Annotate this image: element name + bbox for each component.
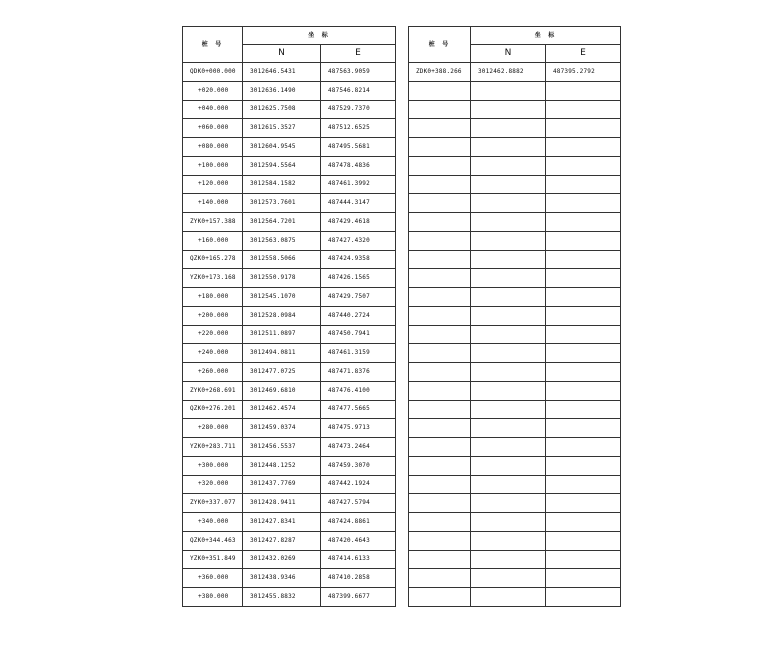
e-coordinate-cell [546, 325, 621, 344]
e-coordinate-cell [546, 156, 621, 175]
station-cell: QZK0+165.278 [183, 250, 243, 269]
n-coordinate-cell: 3012563.0875 [243, 231, 321, 250]
e-coordinate-cell: 487459.3070 [321, 456, 396, 475]
station-cell: +120.000 [183, 175, 243, 194]
table-row [409, 363, 621, 382]
station-cell [409, 231, 471, 250]
e-coordinate-cell: 487427.5794 [321, 494, 396, 513]
n-coordinate-cell: 3012545.1070 [243, 288, 321, 307]
e-coordinate-cell: 487410.2858 [321, 569, 396, 588]
station-cell: QDK0+000.000 [183, 63, 243, 82]
e-coordinate-cell: 487512.6525 [321, 119, 396, 138]
e-coordinate-cell: 487440.2724 [321, 306, 396, 325]
coordinate-table-left-body [183, 63, 396, 607]
table-row [183, 475, 396, 494]
n-coordinate-cell [471, 588, 546, 607]
n-coordinate-cell [471, 119, 546, 138]
e-coordinate-cell [546, 550, 621, 569]
n-coordinate-cell [471, 156, 546, 175]
station-cell: +220.000 [183, 325, 243, 344]
table-row [409, 381, 621, 400]
table-row [183, 531, 396, 550]
e-column-header: E [546, 45, 621, 63]
station-cell [409, 156, 471, 175]
table-row [183, 400, 396, 419]
n-coordinate-cell [471, 363, 546, 382]
station-cell [409, 288, 471, 307]
coordinate-table-left [182, 26, 396, 607]
table-row [409, 494, 621, 513]
station-cell [409, 344, 471, 363]
n-coordinate-cell [471, 344, 546, 363]
n-coordinate-cell [471, 288, 546, 307]
station-cell [409, 306, 471, 325]
n-coordinate-cell: 3012432.0269 [243, 550, 321, 569]
table-row [183, 419, 396, 438]
n-coordinate-cell: 3012456.5537 [243, 438, 321, 457]
n-coordinate-cell [471, 194, 546, 213]
e-coordinate-cell: 487461.3159 [321, 344, 396, 363]
n-coordinate-cell [471, 81, 546, 100]
e-coordinate-cell [546, 531, 621, 550]
station-cell: QZK0+276.201 [183, 400, 243, 419]
e-coordinate-cell [546, 513, 621, 532]
station-cell [409, 363, 471, 382]
station-cell: +260.000 [183, 363, 243, 382]
n-coordinate-cell: 3012646.5431 [243, 63, 321, 82]
e-coordinate-cell: 487424.9358 [321, 250, 396, 269]
coordinate-header: 坐 标 [471, 27, 621, 45]
station-cell [409, 531, 471, 550]
station-cell: YZK0+173.168 [183, 269, 243, 288]
n-coordinate-cell: 3012459.0374 [243, 419, 321, 438]
table-row [183, 156, 396, 175]
n-coordinate-cell [471, 475, 546, 494]
station-cell: +160.000 [183, 231, 243, 250]
station-cell: QZK0+344.463 [183, 531, 243, 550]
e-coordinate-cell: 487471.8376 [321, 363, 396, 382]
table-row [183, 213, 396, 232]
e-coordinate-cell: 487427.4320 [321, 231, 396, 250]
table-row [409, 81, 621, 100]
e-coordinate-cell [546, 231, 621, 250]
table-row [183, 381, 396, 400]
station-cell: +020.000 [183, 81, 243, 100]
table-row [409, 438, 621, 457]
n-coordinate-cell: 3012636.1490 [243, 81, 321, 100]
n-coordinate-cell [471, 419, 546, 438]
n-coordinate-cell: 3012494.0811 [243, 344, 321, 363]
e-coordinate-cell: 487429.4618 [321, 213, 396, 232]
e-coordinate-cell [546, 400, 621, 419]
table-row [409, 250, 621, 269]
station-cell: +040.000 [183, 100, 243, 119]
station-cell: +240.000 [183, 344, 243, 363]
table-row [183, 119, 396, 138]
n-coordinate-cell: 3012528.0984 [243, 306, 321, 325]
n-coordinate-cell: 3012550.9178 [243, 269, 321, 288]
e-coordinate-cell [546, 419, 621, 438]
station-cell: +200.000 [183, 306, 243, 325]
e-coordinate-cell: 487450.7941 [321, 325, 396, 344]
e-coordinate-cell [546, 269, 621, 288]
n-coordinate-cell [471, 550, 546, 569]
station-cell [409, 550, 471, 569]
table-row [409, 213, 621, 232]
table-row [183, 513, 396, 532]
coordinate-header: 坐 标 [243, 27, 396, 45]
n-coordinate-cell [471, 438, 546, 457]
table-row [183, 363, 396, 382]
e-coordinate-cell [546, 344, 621, 363]
table-row [183, 325, 396, 344]
e-coordinate-cell [546, 588, 621, 607]
station-cell [409, 569, 471, 588]
table-row [409, 456, 621, 475]
n-coordinate-cell: 3012615.3527 [243, 119, 321, 138]
table-row [183, 456, 396, 475]
station-cell: +300.000 [183, 456, 243, 475]
coordinate-table-right-body [409, 63, 621, 607]
n-coordinate-cell [471, 231, 546, 250]
table-row [183, 288, 396, 307]
table-row [183, 494, 396, 513]
station-cell [409, 81, 471, 100]
n-coordinate-cell [471, 213, 546, 232]
e-coordinate-cell: 487473.2464 [321, 438, 396, 457]
n-coordinate-cell: 3012511.0897 [243, 325, 321, 344]
station-cell [409, 400, 471, 419]
table-row [183, 63, 396, 82]
table-row [409, 325, 621, 344]
table-row [409, 175, 621, 194]
table-row [183, 250, 396, 269]
table-row [409, 63, 621, 82]
table-row [409, 400, 621, 419]
n-coordinate-cell: 3012477.0725 [243, 363, 321, 382]
station-cell [409, 138, 471, 157]
table-row [409, 588, 621, 607]
n-column-header: N [243, 45, 321, 63]
n-coordinate-cell: 3012584.1582 [243, 175, 321, 194]
e-coordinate-cell: 487461.3992 [321, 175, 396, 194]
table-row [183, 81, 396, 100]
e-coordinate-cell [546, 381, 621, 400]
station-header: 桩 号 [183, 27, 243, 63]
table-row [409, 231, 621, 250]
e-coordinate-cell: 487395.2792 [546, 63, 621, 82]
n-coordinate-cell: 3012564.7201 [243, 213, 321, 232]
station-cell: YZK0+283.711 [183, 438, 243, 457]
n-coordinate-cell: 3012427.8341 [243, 513, 321, 532]
station-cell [409, 325, 471, 344]
station-cell [409, 250, 471, 269]
table-row [409, 100, 621, 119]
station-cell: +180.000 [183, 288, 243, 307]
table-row [183, 269, 396, 288]
e-coordinate-cell [546, 213, 621, 232]
table-row [183, 569, 396, 588]
table-row [409, 269, 621, 288]
station-cell: +360.000 [183, 569, 243, 588]
station-cell: +060.000 [183, 119, 243, 138]
e-coordinate-cell: 487399.6677 [321, 588, 396, 607]
n-coordinate-cell [471, 138, 546, 157]
n-coordinate-cell [471, 494, 546, 513]
n-coordinate-cell [471, 175, 546, 194]
station-cell [409, 513, 471, 532]
table-row [409, 138, 621, 157]
table-row [409, 419, 621, 438]
n-coordinate-cell: 3012594.5564 [243, 156, 321, 175]
table-row [183, 138, 396, 157]
e-column-header: E [321, 45, 396, 63]
table-row [183, 550, 396, 569]
e-coordinate-cell [546, 81, 621, 100]
n-coordinate-cell: 3012428.9411 [243, 494, 321, 513]
station-cell: ZDK0+388.266 [409, 63, 471, 82]
station-cell [409, 419, 471, 438]
n-coordinate-cell [471, 531, 546, 550]
e-coordinate-cell: 487478.4836 [321, 156, 396, 175]
table-row [183, 306, 396, 325]
n-coordinate-cell [471, 569, 546, 588]
e-coordinate-cell: 487426.1565 [321, 269, 396, 288]
station-cell [409, 475, 471, 494]
e-coordinate-cell [546, 119, 621, 138]
station-cell [409, 175, 471, 194]
n-coordinate-cell [471, 325, 546, 344]
table-row [409, 531, 621, 550]
e-coordinate-cell: 487420.4643 [321, 531, 396, 550]
e-coordinate-cell [546, 363, 621, 382]
station-cell [409, 438, 471, 457]
table-row [183, 588, 396, 607]
e-coordinate-cell [546, 288, 621, 307]
n-coordinate-cell [471, 306, 546, 325]
n-column-header: N [471, 45, 546, 63]
n-coordinate-cell: 3012573.7601 [243, 194, 321, 213]
station-cell [409, 381, 471, 400]
n-coordinate-cell: 3012427.8287 [243, 531, 321, 550]
e-coordinate-cell: 487476.4100 [321, 381, 396, 400]
station-cell [409, 119, 471, 138]
table-row [183, 231, 396, 250]
station-cell [409, 194, 471, 213]
e-coordinate-cell [546, 494, 621, 513]
e-coordinate-cell [546, 306, 621, 325]
station-cell [409, 213, 471, 232]
n-coordinate-cell [471, 269, 546, 288]
n-coordinate-cell: 3012625.7508 [243, 100, 321, 119]
n-coordinate-cell: 3012455.8832 [243, 588, 321, 607]
n-coordinate-cell [471, 250, 546, 269]
table-row [409, 119, 621, 138]
table-row [409, 306, 621, 325]
e-coordinate-cell: 487495.5681 [321, 138, 396, 157]
station-cell: +140.000 [183, 194, 243, 213]
e-coordinate-cell: 487442.1924 [321, 475, 396, 494]
e-coordinate-cell: 487429.7507 [321, 288, 396, 307]
e-coordinate-cell [546, 138, 621, 157]
n-coordinate-cell [471, 400, 546, 419]
station-cell: +100.000 [183, 156, 243, 175]
table-row [409, 344, 621, 363]
n-coordinate-cell: 3012558.5066 [243, 250, 321, 269]
e-coordinate-cell [546, 569, 621, 588]
n-coordinate-cell [471, 381, 546, 400]
station-cell: ZYK0+157.388 [183, 213, 243, 232]
table-row [183, 100, 396, 119]
e-coordinate-cell: 487563.9059 [321, 63, 396, 82]
n-coordinate-cell: 3012462.4574 [243, 400, 321, 419]
e-coordinate-cell: 487414.6133 [321, 550, 396, 569]
n-coordinate-cell: 3012448.1252 [243, 456, 321, 475]
n-coordinate-cell [471, 456, 546, 475]
table-row [183, 344, 396, 363]
station-cell [409, 269, 471, 288]
station-cell: +340.000 [183, 513, 243, 532]
e-coordinate-cell [546, 194, 621, 213]
station-cell [409, 494, 471, 513]
n-coordinate-cell: 3012462.8882 [471, 63, 546, 82]
n-coordinate-cell: 3012438.9346 [243, 569, 321, 588]
table-row [409, 288, 621, 307]
station-cell [409, 100, 471, 119]
table-row [409, 194, 621, 213]
station-cell [409, 588, 471, 607]
e-coordinate-cell: 487477.5665 [321, 400, 396, 419]
station-cell: ZYK0+268.691 [183, 381, 243, 400]
table-row [183, 175, 396, 194]
table-row [409, 569, 621, 588]
e-coordinate-cell: 487529.7370 [321, 100, 396, 119]
n-coordinate-cell: 3012437.7769 [243, 475, 321, 494]
e-coordinate-cell [546, 438, 621, 457]
station-cell: YZK0+351.849 [183, 550, 243, 569]
table-row [409, 475, 621, 494]
e-coordinate-cell [546, 250, 621, 269]
e-coordinate-cell: 487475.9713 [321, 419, 396, 438]
n-coordinate-cell [471, 100, 546, 119]
table-row [409, 156, 621, 175]
table-row [409, 513, 621, 532]
station-cell: ZYK0+337.077 [183, 494, 243, 513]
station-cell: +080.000 [183, 138, 243, 157]
e-coordinate-cell: 487444.3147 [321, 194, 396, 213]
table-row [183, 438, 396, 457]
station-cell: +320.000 [183, 475, 243, 494]
station-cell [409, 456, 471, 475]
n-coordinate-cell: 3012604.9545 [243, 138, 321, 157]
e-coordinate-cell: 487424.8861 [321, 513, 396, 532]
e-coordinate-cell [546, 475, 621, 494]
table-row [183, 194, 396, 213]
e-coordinate-cell [546, 100, 621, 119]
e-coordinate-cell [546, 175, 621, 194]
e-coordinate-cell: 487546.8214 [321, 81, 396, 100]
station-header: 桩 号 [409, 27, 471, 63]
e-coordinate-cell [546, 456, 621, 475]
station-cell: +280.000 [183, 419, 243, 438]
table-row [409, 550, 621, 569]
n-coordinate-cell: 3012469.6810 [243, 381, 321, 400]
coordinate-table-right [408, 26, 621, 607]
n-coordinate-cell [471, 513, 546, 532]
station-cell: +380.000 [183, 588, 243, 607]
